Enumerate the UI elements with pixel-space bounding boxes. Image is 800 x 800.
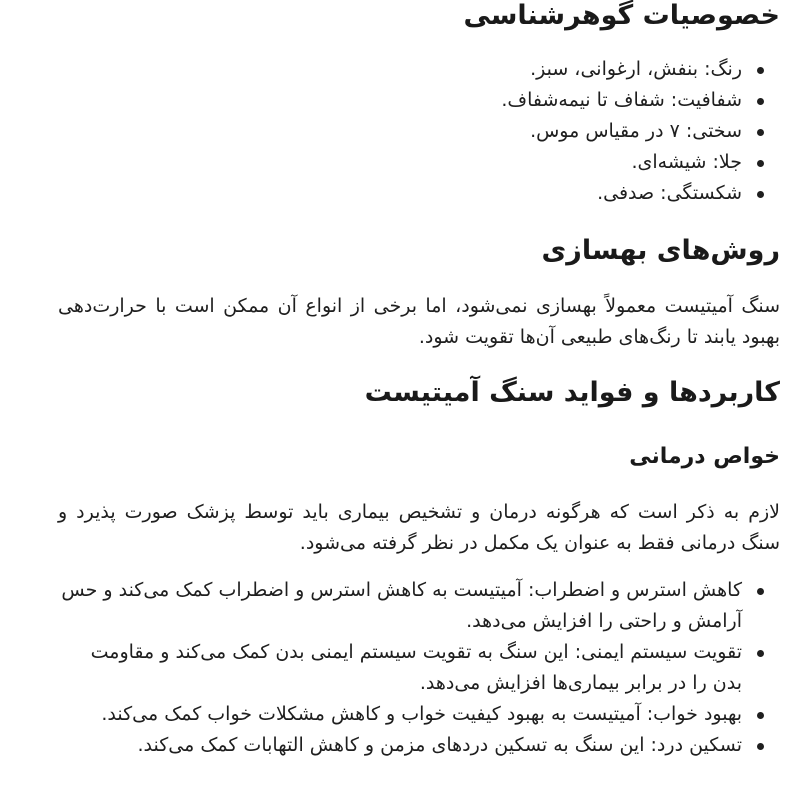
list-item: رنگ: بنفش، ارغوانی، سبز.: [58, 54, 742, 85]
uses-heading: کاربردها و فواید سنگ آمیتیست: [364, 377, 780, 408]
gemology-heading: خصوصیات گوهرشناسی: [463, 0, 780, 31]
list-item: شکستگی: صدفی.: [58, 178, 742, 209]
therapeutic-heading: خواص درمانی: [629, 444, 780, 469]
list-item: کاهش استرس و اضطراب: آمیتیست به کاهش استرس و اضطراب کمک می‌کند و حس آرامش و راحتی را افزایش می‌دهد.: [58, 575, 742, 637]
list-item: شفافیت: شفاف تا نیمه‌شفاف.: [58, 85, 742, 116]
therapeutic-paragraph: لازم به ذکر است که هرگونه درمان و تشخیص بیماری باید توسط پزشک صورت پذیرد و سنگ درمانی فقط به عنوان یک مکمل در نظر گرفته می‌شود.: [58, 501, 780, 554]
list-item: تقویت سیستم ایمنی: این سنگ به تقویت سیستم ایمنی بدن کمک می‌کند و مقاومت بدن را در برابر بیماری‌ها افزایش می‌دهد.: [58, 637, 742, 699]
treatment-heading: روش‌های بهسازی: [541, 235, 780, 266]
list-item: بهبود خواب: آمیتیست به بهبود کیفیت خواب و کاهش مشکلات خواب کمک می‌کند.: [58, 699, 742, 730]
therapeutic-list: [58, 575, 780, 761]
list-item: تسکین درد: این سنگ به تسکین دردهای مزمن و کاهش التهابات کمک می‌کند.: [58, 730, 742, 761]
list-item: سختی: ۷ در مقیاس موس.: [58, 116, 742, 147]
list-item: جلا: شیشه‌ای.: [58, 147, 742, 178]
article-content: [58, 0, 780, 761]
treatment-paragraph: سنگ آمیتیست معمولاً بهسازی نمی‌شود، اما برخی از انواع آن ممکن است با حرارت‌دهی بهبود یابند تا رنگ‌های طبیعی آن‌ها تقویت شود.: [58, 295, 780, 348]
gemology-list: [58, 54, 780, 209]
